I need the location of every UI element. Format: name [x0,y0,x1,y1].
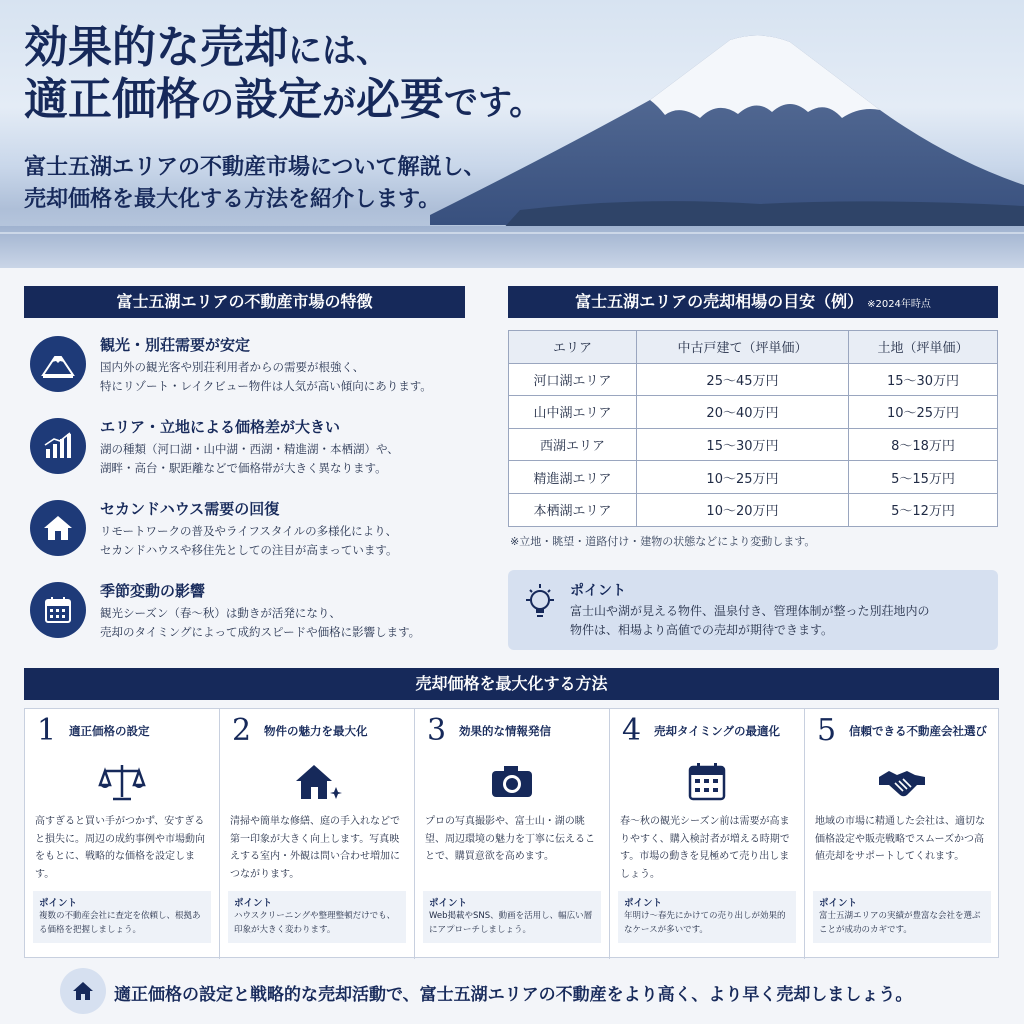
calendar-icon [30,582,86,638]
method-point: ポイント 富士五湖エリアの実績が豊富な会社を選ぶことが成功のカギです。 [813,891,991,943]
handshake-icon [877,761,927,803]
lightbulb-icon [522,582,558,626]
hero-title: 効果的な売却には、 適正価格の設定が必要です。 [24,22,544,125]
feature-item: エリア・立地による価格差が大きい 湖の種類（河口湖・山中湖・西湖・精進湖・本栖湖）や、 湖畔・高台・駅距離などで価格帯が大きく異なります。 [30,416,470,496]
hero-subtitle: 富士五湖エリアの不動産市場について解説し、 売却価格を最大化する方法を紹介します。 [24,155,486,212]
feature-item: セカンドハウス需要の回復 リモートワークの普及やライフスタイルの多様化により、 セカンドハウスや移住先としての注目が高まっています。 [30,498,470,578]
market-heading: 富士五湖エリアの売却相場の目安（例） ※2024年時点 [508,286,998,318]
camera-icon [487,761,537,803]
method-point: ポイント Web掲載やSNS、動画を活用し、幅広い層にアプローチしましょう。 [423,891,601,943]
method-card: 1 適正価格の設定 高すぎると買い手がつかず、安すぎると損失に。周辺の成約事例や市場動向をもとに、戦略的な価格を設定します。 ポイント 複数の不動産会社に査定を依頼し、根拠ある価格を把握しましょう。 [25,709,220,959]
features-heading: 富士五湖エリアの不動産市場の特徴 [24,286,465,318]
bar-chart-icon [30,418,86,474]
table-row: 本栖湖エリア 10〜20万円 5〜12万円 [509,493,998,526]
table-row: 精進湖エリア 10〜25万円 5〜15万円 [509,461,998,494]
method-card: 5 信頼できる不動産会社選び 地域の市場に精通した会社は、適切な価格設定や販売戦略でスムーズかつ高値売却をサポートしてくれます。 ポイント 富士五湖エリアの実績が豊富な会社を選ぶことが成功のカギです。 [805,709,1000,959]
house-icon [60,968,106,1014]
method-card: 3 効果的な情報発信 プロの写真撮影や、富士山・湖の眺望、周辺環境の魅力を丁寧に伝えることで、購買意欲を高めます。 ポイント Web掲載やSNS、動画を活用し、幅広い層にアプローチしましょう。 [415,709,610,959]
table-note: ※立地・眺望・道路付け・建物の状態などにより変動します。 [510,535,816,548]
method-card: 2 物件の魅力を最大化 清掃や簡単な修繕、庭の手入れなどで第一印象が大きく向上します。写真映えする室内・外観は問い合わせ増加につながります。 ポイント ハウスクリーニングや整理整頓だけでも、印象が大きく変わります。 [220,709,415,959]
feature-item: 季節変動の影響 観光シーズン（春〜秋）は動きが活発になり、 売却のタイミングによって成約スピードや価格に影響します。 [30,580,470,660]
house-icon [30,500,86,556]
method-card: 4 売却タイミングの最適化 春〜秋の観光シーズン前は需要が高まりやすく、購入検討者が増える時期です。市場の動きを見極めて売り出しましょう。 ポイント 年明け〜春先にかけての売り出しが効果的なケースが多いです。 [610,709,805,959]
calendar-icon [682,761,732,803]
feature-item: 観光・別荘需要が安定 国内外の観光客や別荘利用者からの需要が根強く、 特にリゾート・レイクビュー物件は人気が高い傾向にあります。 [30,334,470,414]
table-header-row: エリア 中古戸建て（坪単価） 土地（坪単価） [509,331,998,364]
table-row: 西湖エリア 15〜30万円 8〜18万円 [509,428,998,461]
market-point-box: ポイント 富士山や湖が見える物件、温泉付き、管理体制が整った別荘地内の 物件は、相場より高値での売却が期待できます。 [508,570,998,650]
sparkle-house-icon [292,761,342,803]
features-list [30,332,470,660]
method-point: ポイント ハウスクリーニングや整理整頓だけでも、印象が大きく変わります。 [228,891,406,943]
methods-grid [24,708,999,958]
table-row: 河口湖エリア 25〜45万円 15〜30万円 [509,363,998,396]
footer-message: 適正価格の設定と戦略的な売却活動で、富士五湖エリアの不動産をより高く、より早く売却しましょう。 [114,985,913,1005]
mountain-icon [30,336,86,392]
methods-heading: 売却価格を最大化する方法 [24,668,999,700]
hero-banner [0,0,1024,268]
scale-icon [97,761,147,803]
method-point: ポイント 複数の不動産会社に査定を依頼し、根拠ある価格を把握しましょう。 [33,891,211,943]
method-point: ポイント 年明け〜春先にかけての売り出しが効果的なケースが多いです。 [618,891,796,943]
table-row: 山中湖エリア 20〜40万円 10〜25万円 [509,396,998,429]
price-table [508,330,998,527]
